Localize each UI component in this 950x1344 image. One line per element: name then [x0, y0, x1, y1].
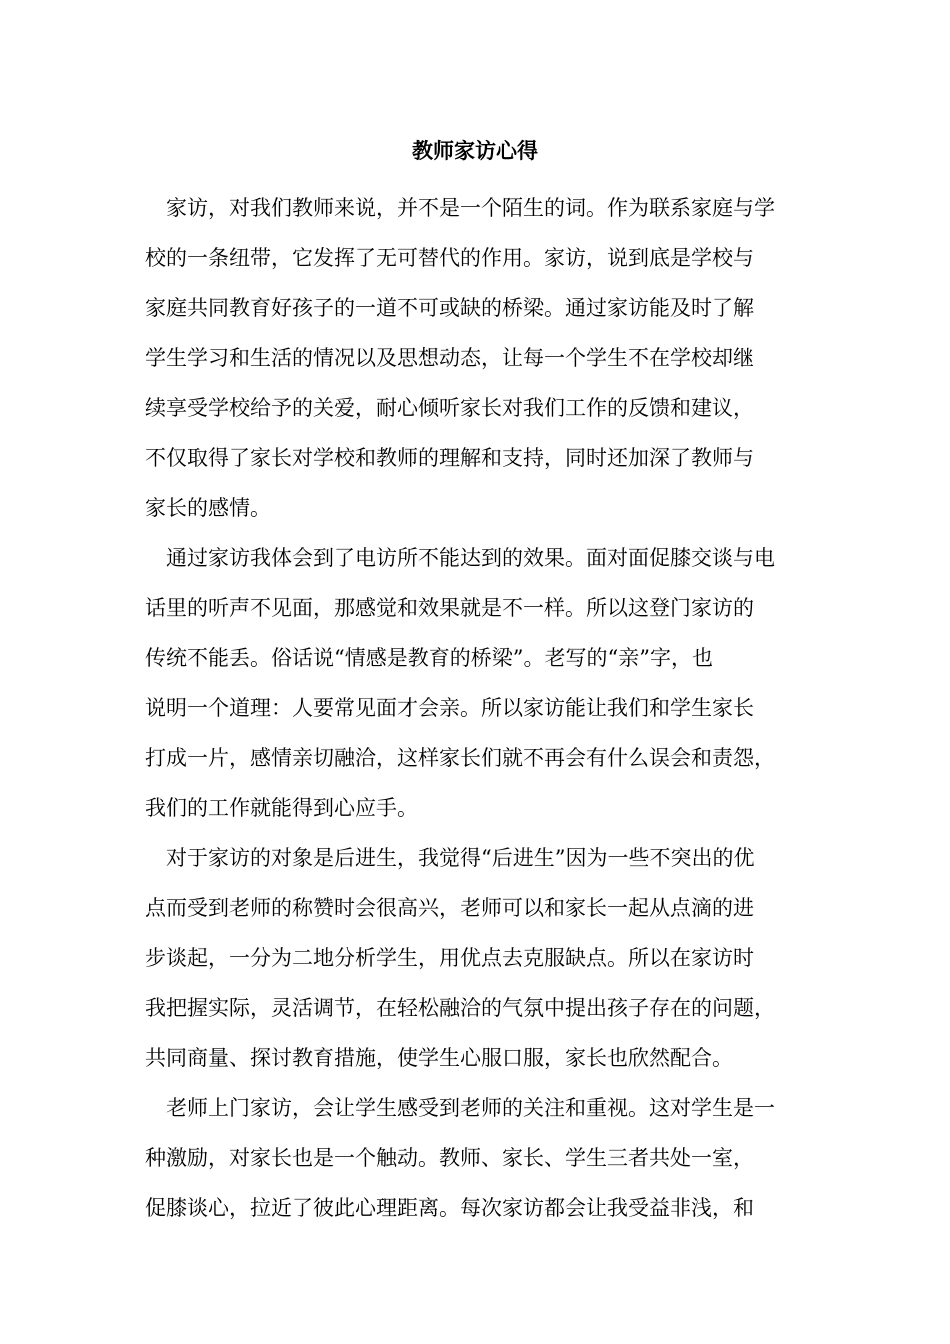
text-line: 步谈起，一分为二地分析学生，用优点去克服缺点。所以在家访时	[145, 946, 754, 970]
text-line: 家庭共同教育好孩子的一道不可或缺的桥梁。通过家访能及时了解	[145, 296, 754, 320]
text-line: 我们的工作就能得到心应手。	[145, 796, 418, 820]
text-line: 点而受到老师的称赞时会很高兴，老师可以和家长一起从点滴的进	[145, 896, 754, 920]
text-line: 说明一个道理：人要常见面才会亲。所以家访能让我们和学生家长	[145, 696, 754, 720]
text-line: 共同商量、探讨教育措施，使学生心服口服，家长也欣然配合。	[145, 1046, 733, 1070]
paragraph-1	[145, 183, 830, 533]
paragraph-3	[145, 833, 830, 1083]
text-line: 我把握实际，灵活调节，在轻松融洽的气氛中提出孩子存在的问题，	[145, 996, 775, 1020]
text-line: 学生学习和生活的情况以及思想动态，让每一个学生不在学校却继	[145, 346, 754, 370]
paragraph-4	[145, 1083, 830, 1233]
text-line: 老师上门家访，会让学生感受到老师的关注和重视。这对学生是一	[166, 1096, 775, 1120]
document-title: 教师家访心得	[412, 138, 538, 163]
text-line: 传统不能丢。俗话说“情感是教育的桥梁”。老写的“亲”字，也	[145, 646, 713, 670]
text-line: 通过家访我体会到了电访所不能达到的效果。面对面促膝交谈与电	[166, 546, 775, 570]
text-line: 家访，对我们教师来说，并不是一个陌生的词。作为联系家庭与学	[166, 196, 775, 220]
text-line: 促膝谈心，拉近了彼此心理距离。每次家访都会让我受益非浅，和	[145, 1196, 754, 1220]
text-line: 家长的感情。	[145, 496, 271, 520]
document-body	[145, 183, 830, 1233]
text-line: 打成一片，感情亲切融洽，这样家长们就不再会有什么误会和责怨，	[145, 746, 775, 770]
text-line: 对于家访的对象是后进生，我觉得“后进生”因为一些不突出的优	[166, 846, 755, 870]
paragraph-2	[145, 533, 830, 833]
text-line: 续享受学校给予的关爱，耐心倾听家长对我们工作的反馈和建议，	[145, 396, 754, 420]
text-line: 话里的听声不见面，那感觉和效果就是不一样。所以这登门家访的	[145, 596, 754, 620]
text-line: 种激励，对家长也是一个触动。教师、家长、学生三者共处一室，	[145, 1146, 754, 1170]
text-line: 不仅取得了家长对学校和教师的理解和支持，同时还加深了教师与	[145, 446, 754, 470]
text-line: 校的一条纽带，它发挥了无可替代的作用。家访，说到底是学校与	[145, 246, 754, 270]
